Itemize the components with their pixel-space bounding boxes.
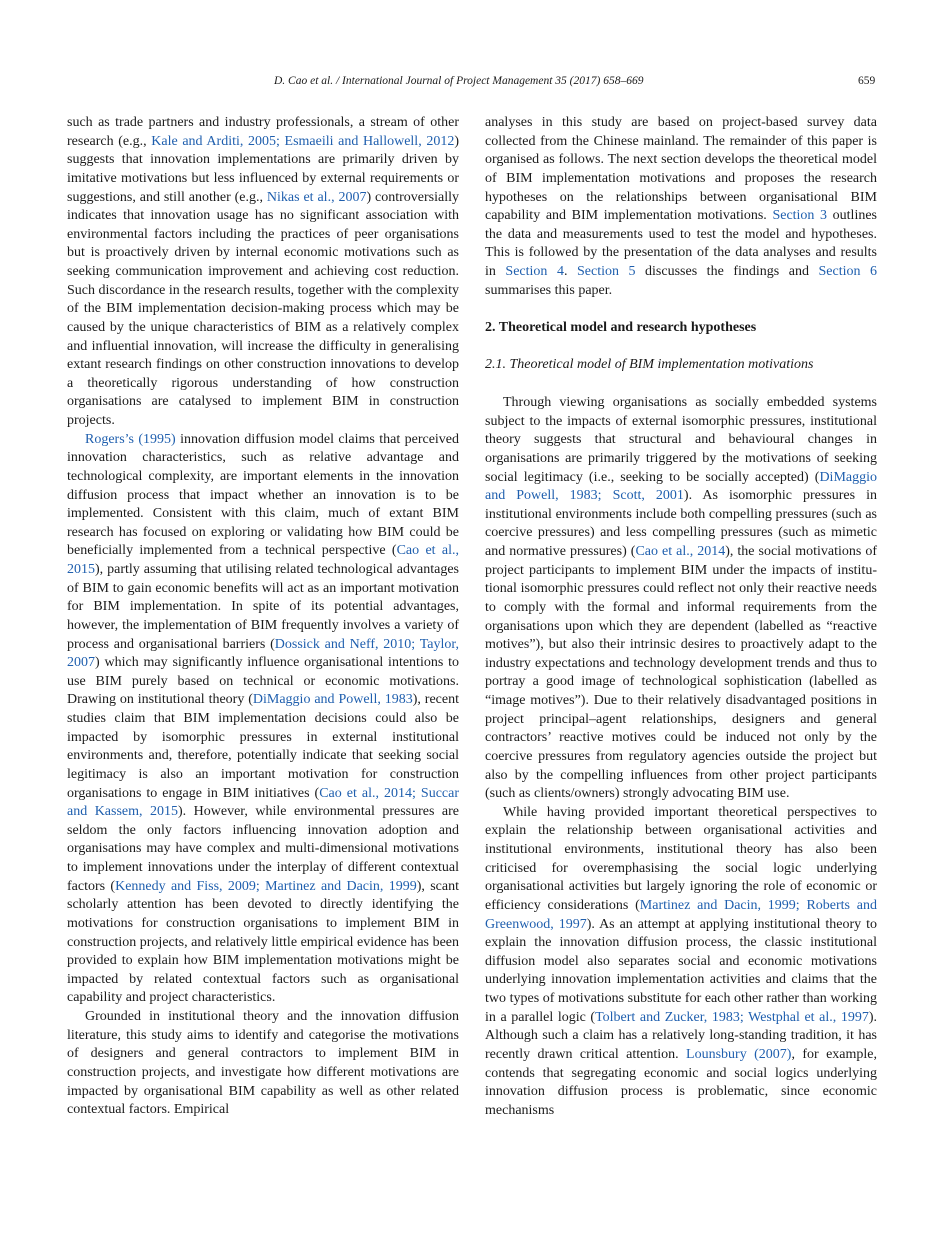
subsection-heading: 2.1. Theoretical model of BIM implementation motivations <box>485 357 814 373</box>
citation-link[interactable]: Section 6 <box>818 264 878 279</box>
citation-link[interactable]: Section 5 <box>576 264 636 279</box>
paragraph: such as trade partners and industry professionals, a stream of other research (e.g., Kale and Arditi, 2005; Esmaeili and Hallowell, 2012) suggests that innovation implementations are primarily driven by imitative motivations but less influenced by external requirements or suggestions, and still another (e.g., Nikas et al., 2007) controversially indicates that innovation usage has no significant association with environmental factors including the practices of peer organisations but is proactively driven by internal economic motivations such as seeking communication improvement and achieving cost reduction. Such discordance in the research results, together with the complexity of the BIM implementation decision-making process which may be caused by the unique characteristics of BIM as a relatively complex and influential innovation, will increase the difficulty in generalising extant research findings on other construction innovations to develop a theoretically rigorous understanding of how construction organisations are catalysed to implement BIM in construction projects. <box>67 115 459 428</box>
citation-link[interactable]: Tolbert and Zucker, 1983; Westphal et al., 1997 <box>595 1009 869 1025</box>
paragraph: Grounded in institutional theory and the innovation diffusion literature, this study aims to identify and categorise the motivations of designers and general contractors to implement BIM in construction projects, and investigate how different motivations are impacted by organisational BIM capability as well as other related contextual factors. Empirical <box>67 1009 459 1118</box>
running-title: D. Cao et al. / International Journal of Project Management 35 (2017) 658–669 <box>274 75 644 87</box>
citation-link[interactable]: DiMaggio and Powell, 1983 <box>252 692 413 708</box>
citation-link[interactable]: Cao et al., 2015 <box>67 543 459 577</box>
paragraph: analyses in this study are based on project-based survey data collected from the Chinese mainland. The remainder of this paper is organised as follows. The next section develops the theoretical model of BIM implementation motivations and proposes the research hypotheses on the relationships between organisational BIM capability and BIM implementation motivations. Section 3 outlines the data and measurements used to test the model and hypotheses. This is followed by the presentation of the data analyses and results in Section 4. Section 5 discusses the findings and Section 6 summarises this paper. <box>485 115 878 298</box>
paragraph: Through viewing organisations as socially embedded systems subject to the impacts of external isomorphic pressures, institutional theory suggests that structural and behavioural changes in organisations are primarily triggered by the motivations of seeking social legitimacy (i.e., seeking to be socially accepted) (DiMaggio and Powell, 1983; Scott, 2001). As isomorphic pressures in institutional environments include both compelling pressures (such as coercive pressures) and less compelling pressures (such as mimetic and normative pressures) (Cao et al., 2014), the social motivations of project participants to implement BIM under the impacts of institutional isomorphic pressures could reflect not only their reactive needs to comply with the formal and informal requirements from the organisations upon which they are dependent (labelled as “reactive motives”), but also their intrinsic desires to proactively adapt to the industry expectations and technology development trends and thus to portray a good image of technological sophistication (labelled as “image motives”). Due to their relatively disadvantaged positions in project principal–agent relationships, designers and general contractors’ reactive motives could be induced not only by the coercive pressures from regulatory agencies outside the project but also by the compelling influences from other project participants (such as clients/owners) strongly advocating BIM use. <box>485 395 877 802</box>
paragraph: While having provided important theoretical perspectives to explain the relationship between organisational activities and institutional environments, institutional theory has also been criticised for overemphasising the social logic underlying organisational activities but largely ignoring the role of economic or efficiency considerations (Martinez and Dacin, 1999; Roberts and Greenwood, 1997). As an attempt at applying institutional theory to explain the innovation diffusion process, the classic institutional diffusion model also separates social and economic motivations underlying innovation implementation activities and claims that the two types of motivations substitute for each other rather than working in a parallel logic (Tolbert and Zucker, 1983; Westphal et al., 1997). Although such a claim has a relatively long-standing tradition, it has recently drawn critical attention. Lounsbury (2007), for example, contends that segregating economic and social logics underlying innovation diffusion process is problematic, since economic mechanisms <box>485 804 877 1118</box>
citation-link[interactable]: Cao et al., 2014 <box>635 544 726 560</box>
left-column <box>67 114 459 1120</box>
citation-link[interactable]: Martinez and Dacin, 1999; Roberts and Greenwood, 1997 <box>485 897 877 932</box>
citation-link[interactable]: Dossick and Neff, 2010; Taylor, 2007 <box>67 636 459 671</box>
citation-link[interactable]: Rogers’s (1995) <box>85 431 176 447</box>
citation-link[interactable]: Lounsbury (2007) <box>686 1046 792 1062</box>
citation-link[interactable]: Cao et al., 2014; Succar and Kassem, 2015 <box>67 785 459 820</box>
right-column <box>485 114 877 1120</box>
citation-link[interactable]: Nikas et al., 2007 <box>266 189 367 205</box>
citation-link[interactable]: Kale and Arditi, 2005; Esmaeili and Hallowell, 2012 <box>151 133 455 149</box>
section-heading: 2. Theoretical model and research hypotheses <box>485 319 757 335</box>
citation-link[interactable]: Kennedy and Fiss, 2009; Martinez and Dacin, 1999 <box>115 878 417 894</box>
page-number: 659 <box>858 75 876 87</box>
paragraph: Rogers’s (1995) innovation diffusion model claims that perceived innovation characteristics, such as relative advantage and technological complexity, are important elements in the innovation diffusion process that impact whether an innovation is to be implemented. Consistent with this claim, much of extant BIM research has focused on exploring or validating how BIM could be beneficially implemented from a technical perspective (Cao et al., 2015), partly assuming that utilising related technological advantages of BIM to gain economic benefits will act as an important motivation for BIM implementation. In spite of its potential advantages, however, the implementation of BIM frequently involves a variety of process and organisational barriers (Dossick and Neff, 2010; Taylor, 2007) which may significantly influence organisational intentions to use BIM purely based on technical or economic motivations. Drawing on institutional theory (DiMaggio and Powell, 1983), recent studies claim that BIM implementation decisions could also be impacted by isomorphic pressures in external institutional environments and, therefore, potentially indicate that seeking social legitimacy is also an important motivation for construction organisations to engage in BIM initiatives (Cao et al., 2014; Succar and Kassem, 2015). However, while environmental pressures are seldom the only factors influencing innovation adoption and organisations may have complex and multi-dimensional motivations to implement innovations under the interplay of different contextual factors (Kennedy and Fiss, 2009; Martinez and Dacin, 1999), scant scholarly attention has been devoted to directly identifying the motivations for construction organisations to implement BIM in construction projects, and relatively little empirical evidence has been provided to explain how BIM implementation motivations might be impacted by related contextual factors such as organisational capability and project characteristics. <box>67 431 460 1006</box>
citation-link[interactable]: DiMaggio and Powell, 1983; Scott, 2001 <box>485 469 877 504</box>
running-head <box>0 75 925 91</box>
citation-link[interactable]: Section 4 <box>505 264 564 279</box>
citation-link[interactable]: Section 3 <box>772 208 828 224</box>
